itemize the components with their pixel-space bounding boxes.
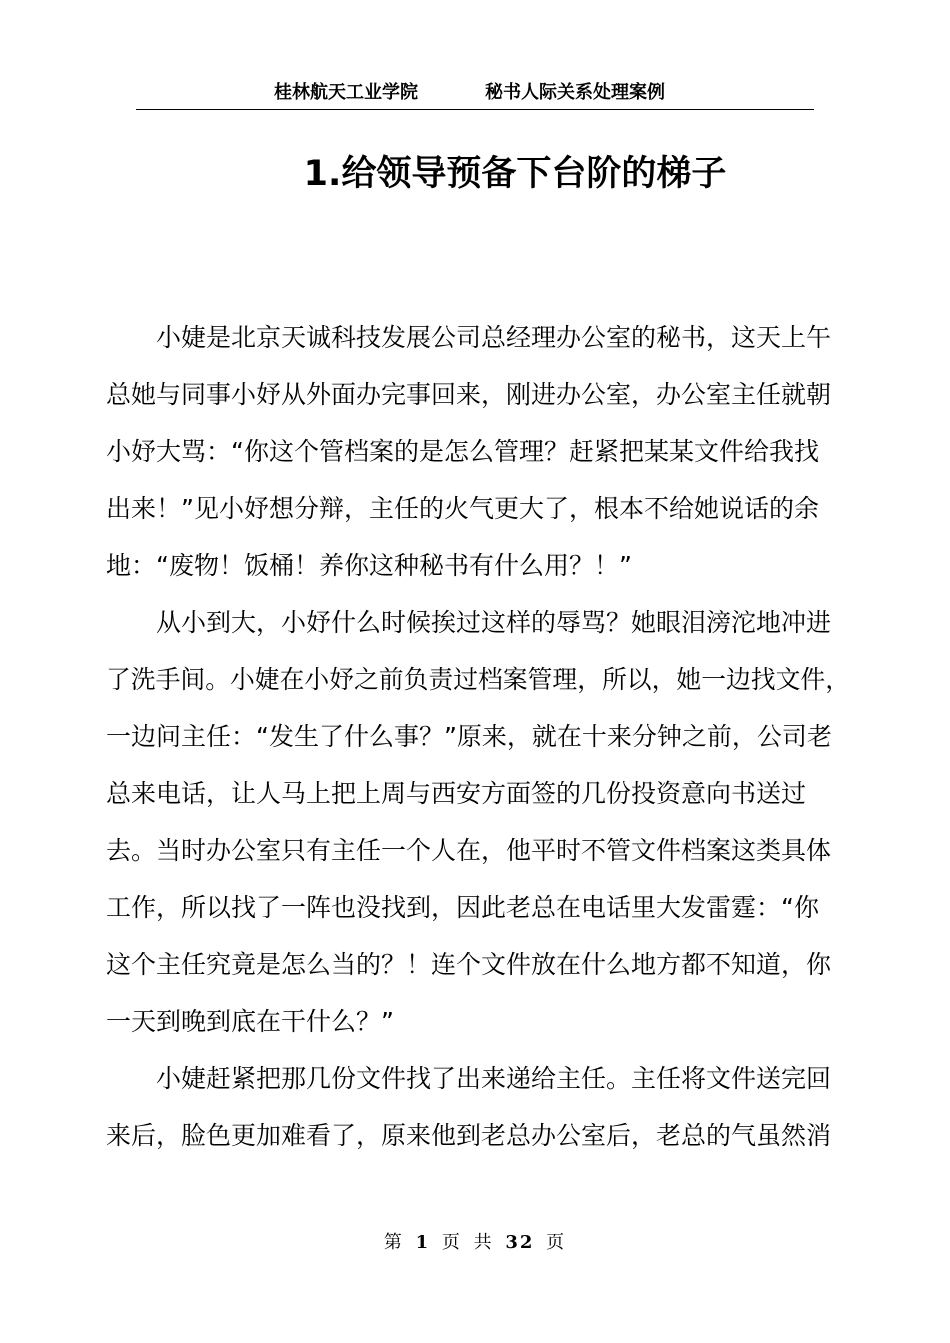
- body-line: 总她与同事小妤从外面办完事回来，刚进办公室，办公室主任就朝: [106, 380, 832, 409]
- body-line: 工作，所以找了一阵也没找到，因此老总在电话里大发雷霆：“你: [106, 893, 819, 922]
- body-line: 从小到大，小妤什么时候挨过这样的辱骂？她眼泪滂沱地冲进: [156, 608, 832, 637]
- header-school: 桂林航天工业学院: [274, 82, 418, 103]
- body-line: 小妤大骂：“你这个管档案的是怎么管理？赶紧把某某文件给我找: [106, 437, 819, 466]
- header-document-title: 秘书人际关系处理案例: [485, 82, 665, 103]
- body-line: 一天到晚到底在干什么？”: [106, 1007, 394, 1036]
- body-line: 小婕赶紧把那几份文件找了出来递给主任。主任将文件送完回: [156, 1064, 832, 1093]
- running-header: [0, 78, 950, 108]
- section-title: 1.给领导预备下台阶的梯子: [303, 154, 727, 194]
- body-line: 出来！”见小妤想分辩，主任的火气更大了，根本不给她说话的余: [106, 494, 819, 523]
- footer-total-pages: 32: [505, 1232, 535, 1253]
- body-line: 了洗手间。小婕在小妤之前负责过档案管理，所以，她一边找文件，: [106, 665, 851, 694]
- footer-suffix: 页: [546, 1232, 567, 1253]
- body-line: 来后，脸色更加难看了，原来他到老总办公室后，老总的气虽然消: [106, 1121, 832, 1150]
- body-line: 总来电话，让人马上把上周与西安方面签的几份投资意向书送过: [106, 779, 807, 808]
- footer-page-number: 1: [415, 1232, 431, 1253]
- footer-prefix: 第: [383, 1232, 404, 1253]
- body-line: 小婕是北京天诚科技发展公司总经理办公室的秘书，这天上午: [156, 323, 832, 352]
- body-line: 一边问主任：“发生了什么事？”原来，就在十来分钟之前，公司老: [106, 722, 832, 751]
- page-footer: [0, 1228, 950, 1254]
- footer-middle: 页 共: [441, 1232, 494, 1253]
- body-line: 去。当时办公室只有主任一个人在，他平时不管文件档案这类具体: [106, 836, 832, 865]
- body-line: 这个主任究竟是怎么当的？！连个文件放在什么地方都不知道，你: [106, 950, 832, 979]
- body-line: 地：“废物！饭桶！养你这种秘书有什么用？！”: [106, 551, 632, 580]
- header-divider: [136, 109, 814, 110]
